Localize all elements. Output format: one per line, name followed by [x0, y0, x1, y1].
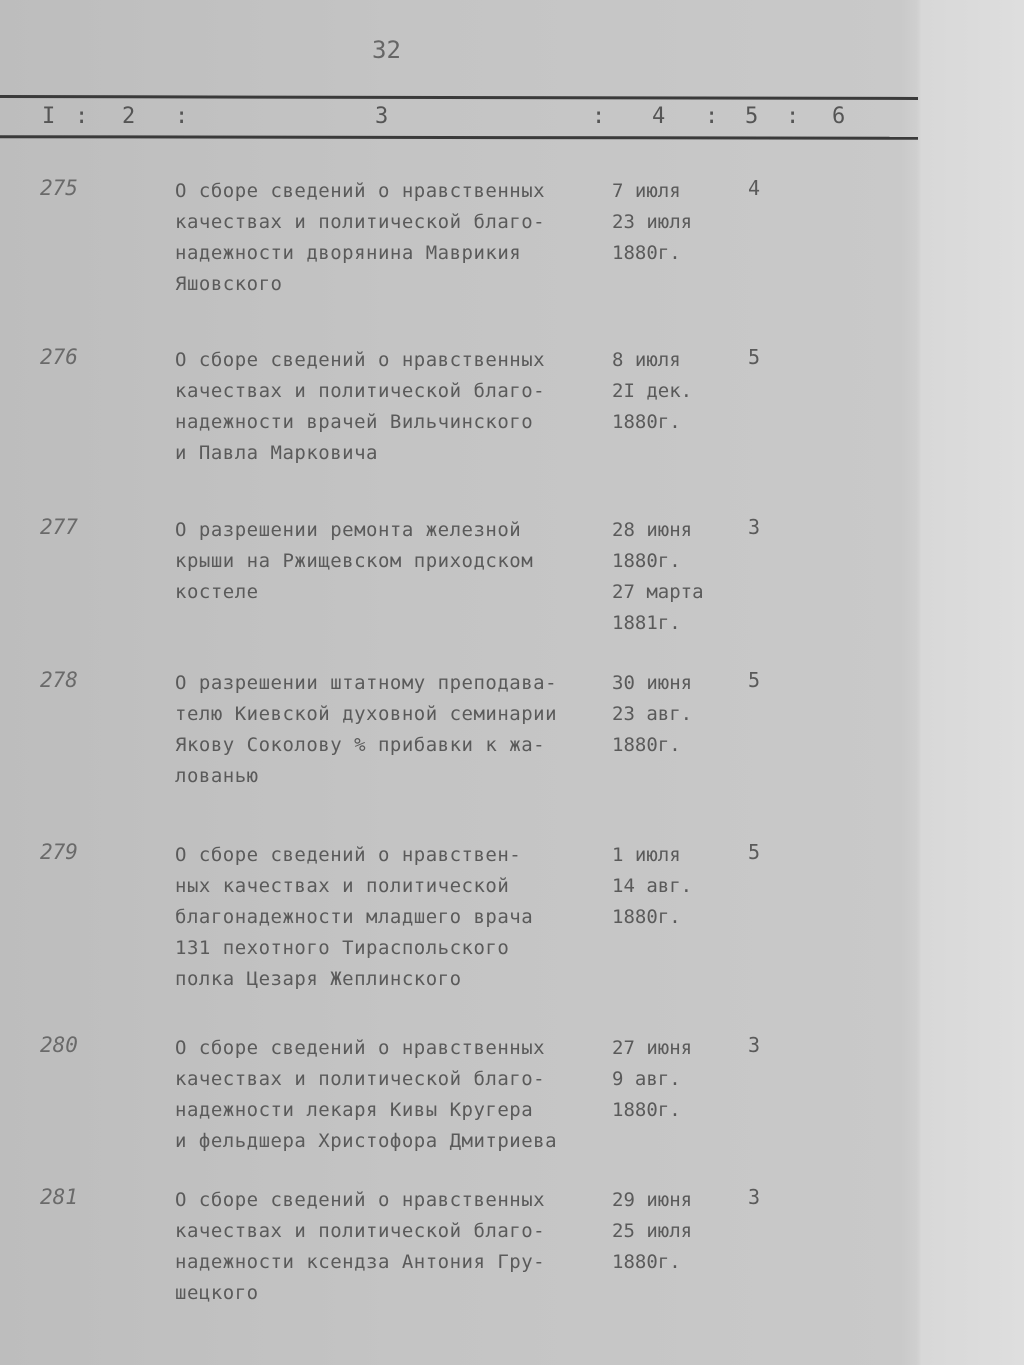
entry-sheets: 5	[748, 668, 761, 692]
entry-sheets: 4	[748, 176, 761, 200]
entry-sheets: 3	[748, 1185, 761, 1209]
description-line: телю Киевской духовной семинарии	[175, 703, 558, 725]
date-line: 2I дек.	[612, 380, 693, 402]
date-line: 1 июля	[612, 844, 681, 866]
col-sep: :	[75, 104, 89, 129]
date-line: 7 июля	[612, 180, 681, 202]
description-line: О разрешении ремонта железной	[175, 519, 522, 541]
entry-description	[175, 515, 533, 608]
date-line: 9 авг.	[612, 1068, 681, 1090]
description-line: качествах и политической благо-	[175, 1068, 546, 1090]
description-line: ных качествах и политической	[175, 875, 510, 897]
description-line: надежности ксендза Антония Гру-	[175, 1251, 546, 1273]
description-line: Яшовского	[175, 273, 283, 295]
entry-description	[175, 840, 533, 995]
entry-description	[175, 1033, 557, 1157]
date-line: 1880г.	[612, 906, 681, 928]
description-line: О сборе сведений о нравственных	[175, 180, 546, 202]
description-line: надежности врачей Вильчинского	[175, 411, 534, 433]
col-sep: :	[705, 104, 719, 129]
date-line: 1880г.	[612, 734, 681, 756]
entry-number: 275	[40, 176, 78, 200]
date-line: 14 авг.	[612, 875, 693, 897]
date-line: 1880г.	[612, 242, 681, 264]
date-line: 27 июня	[612, 1037, 693, 1059]
col-header-1: I	[42, 104, 56, 129]
date-line: 8 июля	[612, 349, 681, 371]
date-line: 28 июня	[612, 519, 693, 541]
description-line: полка Цезаря Жеплинского	[175, 968, 462, 990]
description-line: надежности дворянина Маврикия	[175, 242, 522, 264]
description-line: надежности лекаря Кивы Кругера	[175, 1099, 534, 1121]
description-line: О сборе сведений о нравственных	[175, 349, 546, 371]
entry-number: 277	[40, 515, 78, 539]
col-header-3: 3	[375, 104, 389, 129]
date-line: 23 авг.	[612, 703, 693, 725]
entry-sheets: 3	[748, 515, 761, 539]
date-line: 29 июня	[612, 1189, 693, 1211]
date-line: 23 июля	[612, 211, 693, 233]
description-line: О сборе сведений о нравственных	[175, 1189, 546, 1211]
entry-dates	[612, 668, 692, 761]
entry-sheets: 5	[748, 345, 761, 369]
date-line: 1880г.	[612, 411, 681, 433]
entry-number: 280	[40, 1033, 78, 1057]
description-line: качествах и политической благо-	[175, 380, 546, 402]
entry-description	[175, 345, 545, 469]
description-line: 131 пехотного Тираспольского	[175, 937, 510, 959]
col-sep: :	[786, 104, 800, 129]
description-line: Якову Соколову % прибавки к жа-	[175, 734, 546, 756]
description-line: лованью	[175, 765, 259, 787]
col-header-4: 4	[652, 104, 666, 129]
date-line: 30 июня	[612, 672, 693, 694]
entry-number: 279	[40, 840, 78, 864]
entry-number: 276	[40, 345, 78, 369]
entry-number: 278	[40, 668, 78, 692]
description-line: крыши на Ржищевском приходском	[175, 550, 534, 572]
col-header-2: 2	[122, 104, 136, 129]
entry-dates	[612, 1185, 692, 1278]
entry-dates	[612, 345, 692, 438]
entry-description	[175, 1185, 545, 1309]
description-line: качествах и политической благо-	[175, 1220, 546, 1242]
entry-number: 281	[40, 1185, 78, 1209]
entry-dates	[612, 176, 692, 269]
col-sep: :	[175, 104, 189, 129]
description-line: О сборе сведений о нравствен-	[175, 844, 522, 866]
date-line: 27 марта	[612, 581, 704, 603]
col-header-6: 6	[832, 104, 846, 129]
entry-dates	[612, 840, 692, 933]
date-line: 1880г.	[612, 1251, 681, 1273]
header-top-rule	[0, 95, 918, 100]
date-line: 1880г.	[612, 1099, 681, 1121]
description-line: и Павла Марковича	[175, 442, 378, 464]
entry-sheets: 3	[748, 1033, 761, 1057]
description-line: О разрешении штатному преподава-	[175, 672, 558, 694]
description-line: О сборе сведений о нравственных	[175, 1037, 546, 1059]
entry-description	[175, 176, 545, 300]
description-line: шецкого	[175, 1282, 259, 1304]
col-header-5: 5	[745, 104, 759, 129]
description-line: костеле	[175, 581, 259, 603]
date-line: 1881г.	[612, 612, 681, 634]
entry-dates	[612, 515, 704, 639]
description-line: благонадежности младшего врача	[175, 906, 534, 928]
col-sep: :	[592, 104, 606, 129]
entry-dates	[612, 1033, 692, 1126]
page-number: 32	[372, 36, 401, 64]
header-bottom-rule	[0, 135, 918, 140]
date-line: 25 июля	[612, 1220, 693, 1242]
date-line: 1880г.	[612, 550, 681, 572]
entry-description	[175, 668, 557, 792]
entry-sheets: 5	[748, 840, 761, 864]
description-line: и фельдшера Христофора Дмитриева	[175, 1130, 558, 1152]
description-line: качествах и политической благо-	[175, 211, 546, 233]
